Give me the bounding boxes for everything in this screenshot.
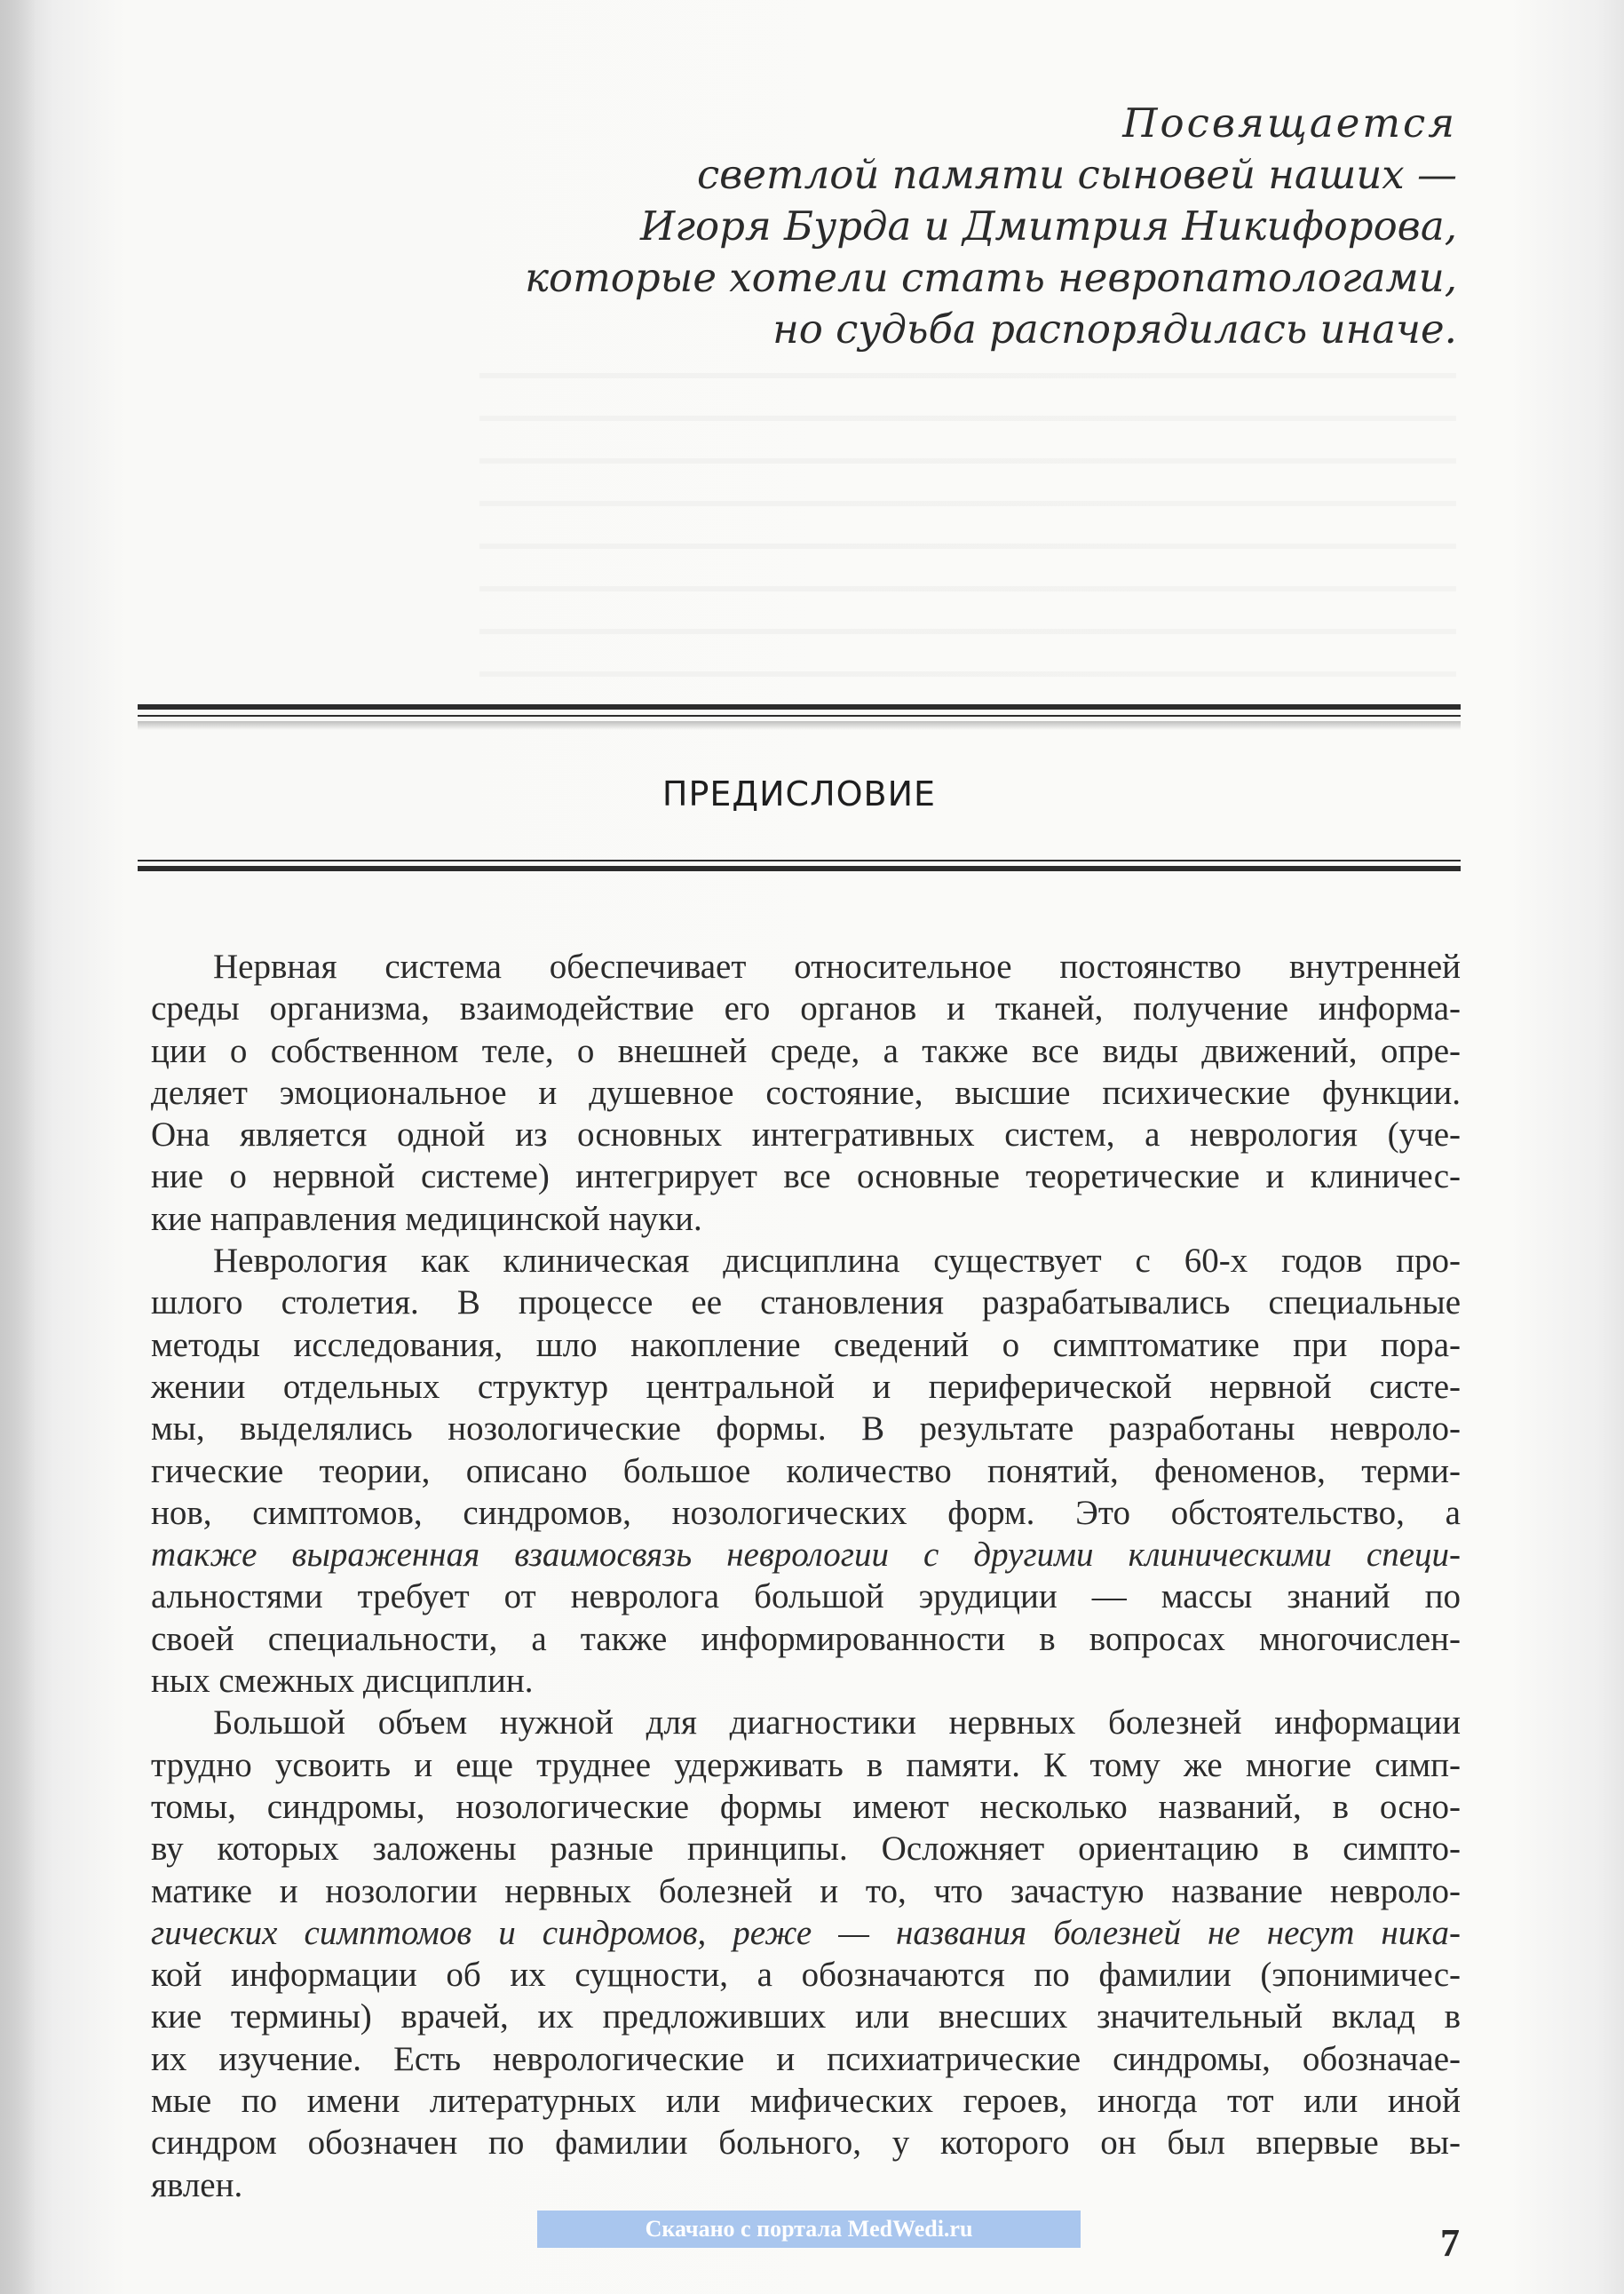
page-number: 7 — [1440, 2221, 1460, 2265]
heading-rule-bottom-thin — [138, 860, 1461, 861]
paragraph-line: ции о собственном теле, о внешней среде, а также все виды движений, опре- — [151, 1031, 1461, 1070]
paragraph-line: Она является одной из основных интегративных систем, а неврология (уче- — [151, 1115, 1461, 1155]
heading-rule-top-thick — [138, 704, 1461, 710]
paragraph-line: их изучение. Есть неврологические и психиатрические синдромы, обозначае- — [151, 2039, 1461, 2078]
heading-rule-shadow — [138, 721, 1461, 730]
paragraph-line: гические теории, описано большое количество понятий, феноменов, терми- — [151, 1451, 1461, 1490]
paragraph-line: нов, симптомов, синдромов, нозологических форм. Это обстоятельство, а — [151, 1493, 1461, 1532]
dedication-line: светлой памяти сыновей наших — — [696, 151, 1457, 198]
paragraph-line: явлен. — [151, 2165, 243, 2204]
paragraph-line: синдром обозначен по фамилии больного, у которого он был впервые вы- — [151, 2123, 1461, 2163]
dedication-line: которые хотели стать невропатологами, — [525, 254, 1457, 301]
paragraph-line: своей специальности, а также информированности в вопросах многочислен- — [151, 1619, 1461, 1658]
paragraph-line: Большой объем нужной для диагностики нервных болезней информации — [213, 1703, 1461, 1742]
paragraph-line: методы исследования, шло накопление сведений о симптоматике при пора- — [151, 1325, 1461, 1364]
paragraph-line: мы, выделялись нозологические формы. В результате разработаны невроло- — [151, 1409, 1461, 1449]
paragraph-line: томы, синдромы, нозологические формы имеют несколько названий, в осно- — [151, 1787, 1461, 1826]
dedication-line: Посвящается — [1122, 99, 1457, 147]
paragraph-line: ных смежных дисциплин. — [151, 1662, 534, 1701]
paragraph-line: кой информации об их сущности, а обозначаются по фамилии (эпонимичес- — [151, 1956, 1461, 1995]
paragraph-line: шлого столетия. В процессе ее становления разрабатывались специальные — [151, 1283, 1461, 1322]
paragraph-line: трудно усвоить и еще труднее удерживать в памяти. К тому же многие симп- — [151, 1745, 1461, 1784]
paragraph-line: гических симптомов и синдромов, реже — названия болезней не несут никa- — [151, 1913, 1461, 1952]
paragraph-line: Неврология как клиническая дисциплина существует с 60-х годов про- — [213, 1242, 1461, 1281]
paragraph-line: Нервная система обеспечивает относительное постоянство внутренней — [213, 948, 1461, 986]
paragraph-line: кие направления медицинской науки. — [151, 1199, 702, 1238]
download-source-banner[interactable]: Скачано с портала MedWedi.ru — [537, 2211, 1081, 2248]
paragraph-line: мые по имени литературных или мифических героев, иногда тот или иной — [151, 2082, 1461, 2121]
dedication-line: Игоря Бурда и Дмитрия Никифорова, — [640, 202, 1457, 250]
paragraph-line: кие термины) врачей, их предложивших или внесших значительный вклад в — [151, 1997, 1461, 2036]
section-heading: ПРЕДИСЛОВИЕ — [661, 774, 937, 814]
paragraph-line: ву которых заложены разные принципы. Осложняет ориентацию в симпто- — [151, 1830, 1461, 1869]
bleed-through-texture — [479, 373, 1456, 693]
paragraph-line: также выраженная взаимосвязь неврологии с другими клиническими специ- — [151, 1536, 1461, 1575]
heading-rule-top-thin — [138, 715, 1461, 717]
dedication-line: но судьба распорядилась иначе. — [772, 306, 1457, 353]
preface-body — [151, 946, 1461, 2206]
dedication — [214, 98, 1457, 355]
paragraph-line: деляет эмоциональное и душевное состояние, высшие психические функции. — [151, 1073, 1461, 1112]
paragraph-line: жении отдельных структур центральной и периферической нервной систе- — [151, 1367, 1461, 1406]
heading-rule-bottom-thick — [138, 866, 1461, 871]
page-edge-shadow — [0, 0, 36, 2294]
paragraph-line: альностями требует от невролога большой эрудиции — массы знаний по — [151, 1577, 1461, 1616]
paragraph-line: ние о нервной системе) интегрирует все основные теоретические и клиничес- — [151, 1157, 1461, 1196]
paragraph-line: среды организма, взаимодействие его органов и тканей, получение информа- — [151, 989, 1461, 1028]
paragraph-line: матике и нозологии нервных болезней и то, что зачастую название невроло- — [151, 1871, 1461, 1910]
